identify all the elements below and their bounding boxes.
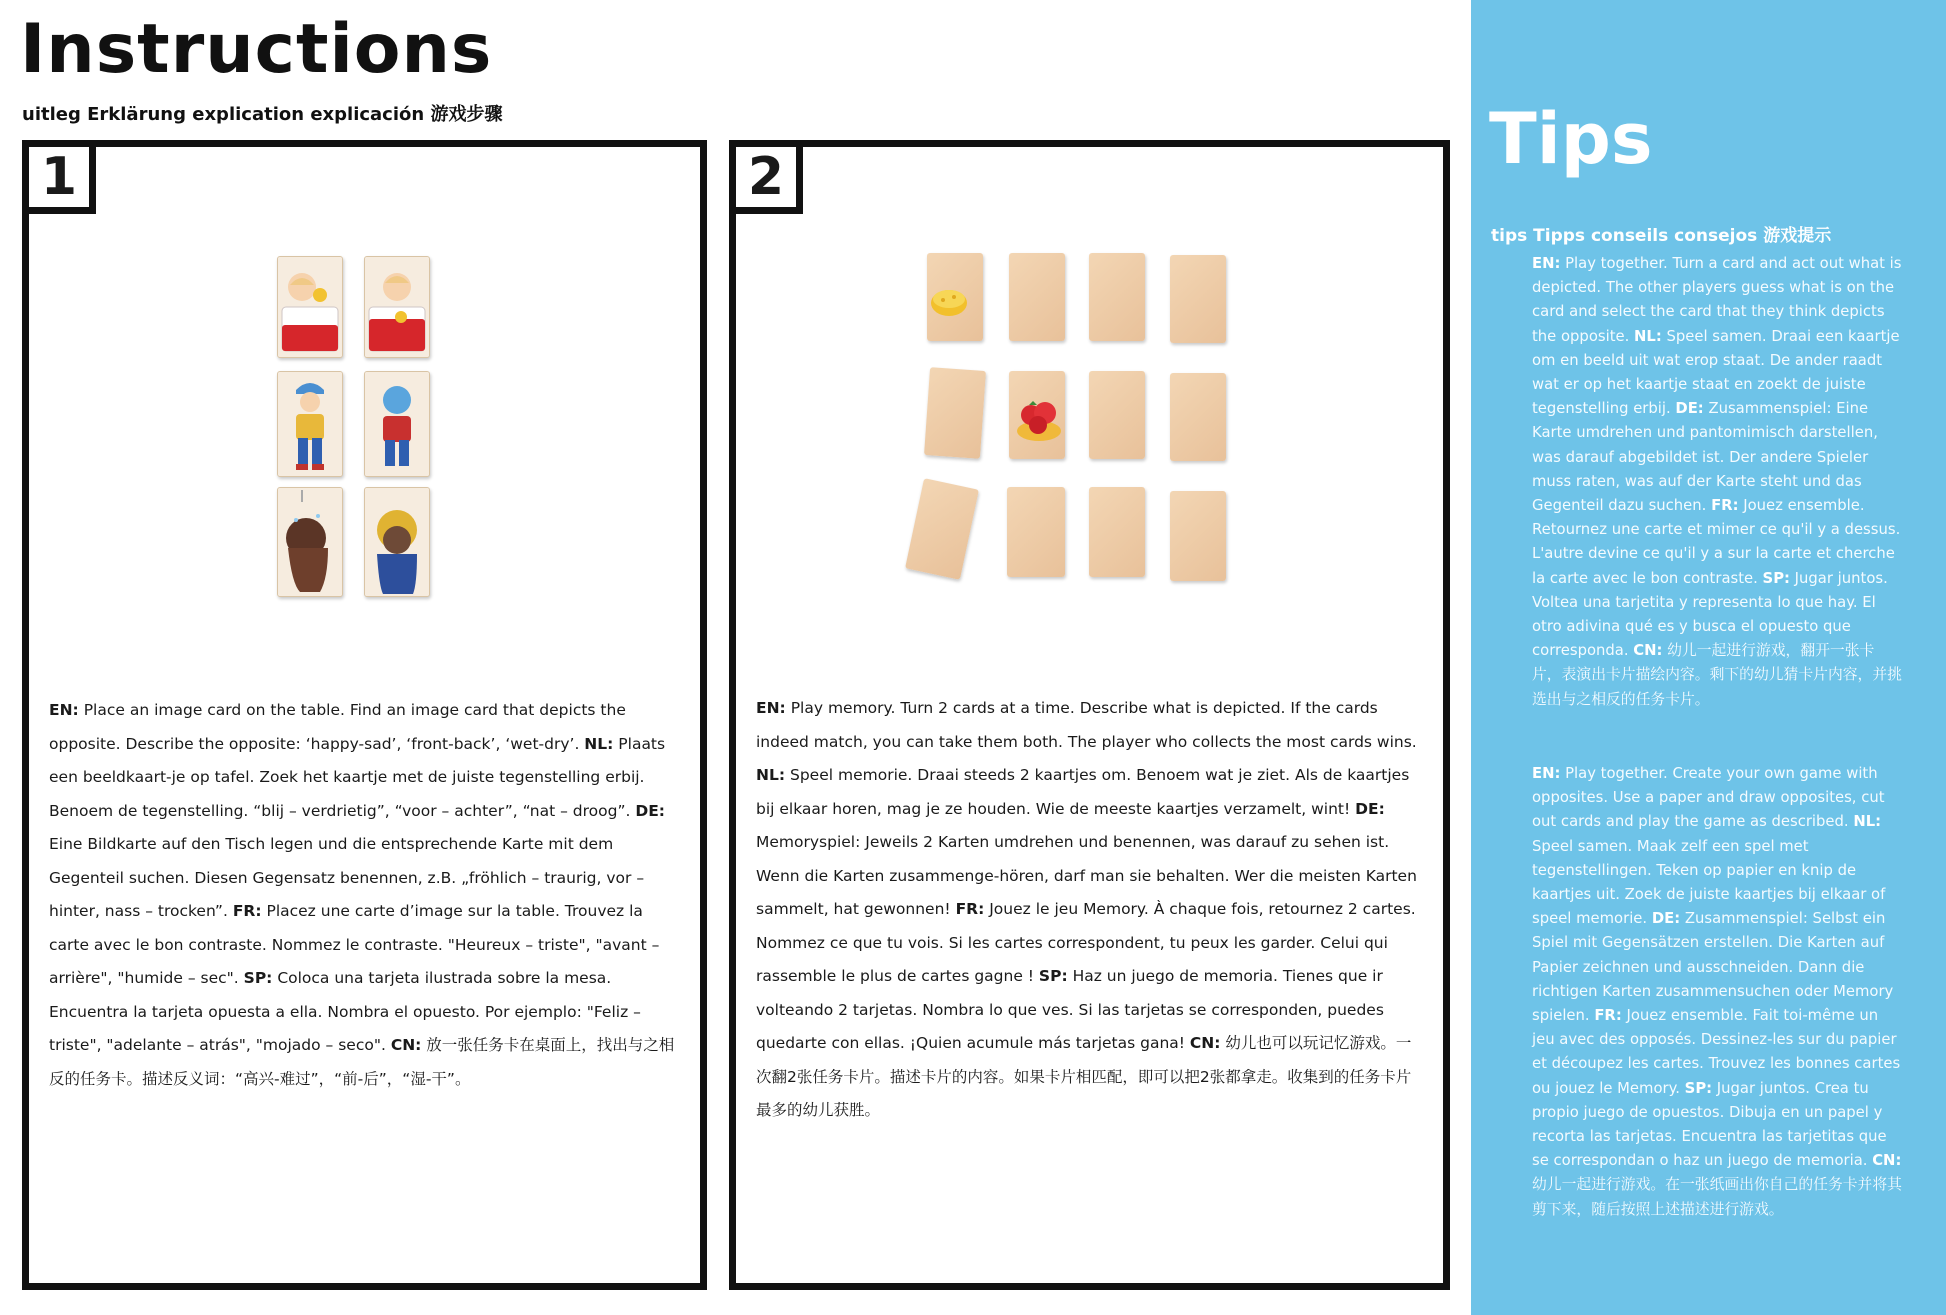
lang-label-en: EN: — [1532, 255, 1561, 272]
memory-card-face-down — [1009, 253, 1065, 341]
step-1-text-sp: Coloca una tarjeta ilustrada sobre la mesa. Encuentra la tarjeta opuesta a ella. Nombra el opuesto. Por ejemplo: "Feliz – triste", "adelante – atrás", "mojado – seco". — [49, 969, 641, 1054]
tip-2-text-en: Play together. Create your own game with opposites. Use a paper and draw opposites, cut out cards and play the game as described. — [1532, 765, 1885, 831]
tip-1-text-sp: Jugar juntos. Voltea una tarjetita y representa lo que hay. El otro adivina qué es y busca el opuesto que corresponda. — [1532, 569, 1888, 660]
tip-1-text-de: Zusammenspiel: Eine Karte umdrehen und pantomimisch darstellen, was darauf abgebildet ist. Der andere Spieler muss raten, was auf der Karte steht und das Gegenteil dazu suchen. — [1532, 400, 1878, 515]
lang-label-nl: NL: — [1853, 813, 1882, 831]
memory-card-face-down — [1089, 371, 1145, 459]
step-1-text-cn: 放一张任务卡在桌面上，找出与之相反的任务卡。描述反义词：“高兴-难过”，“前-后”，“湿-干”。 — [49, 1036, 675, 1088]
lang-label-cn: CN: — [390, 1036, 422, 1054]
card-child-front-image — [277, 371, 343, 477]
memory-card-face-down — [1007, 487, 1065, 577]
lang-label-fr: FR: — [955, 900, 985, 918]
memory-card-face-down — [924, 367, 986, 459]
tip-1-text-cn: 幼儿一起进行游戏，翻开一张卡片，表演出卡片描绘内容。剩下的幼儿猜卡片内容，并挑选出与之相反的任务卡片。 — [1532, 642, 1902, 708]
lang-label-en: EN: — [49, 701, 79, 719]
step-2-text-nl: Speel memorie. Draai steeds 2 kaartjes om. Benoem wat je ziet. Als de kaartjes bij elkaar horen, mag je ze houden. Wie de meeste kaartjes verzamelt, wint! — [756, 766, 1410, 818]
page-title: Instructions — [20, 10, 493, 89]
lang-label-sp: SP: — [1038, 967, 1068, 985]
step-2-description — [756, 692, 1426, 1128]
step-2-text-fr: Jouez le jeu Memory. À chaque fois, retournez 2 cartes. Nommez ce que tu vois. Si les cartes correspondent, tu peux les garder. Celui qui rassemble le plus de cartes gagne ! — [756, 900, 1416, 985]
tip-2-text-sp: Jugar juntos. Crea tu propio juego de opuestos. Dibuja en un papel y recorta las tarjetas. Encuentra las tarjetitas que se correspondan o haz un juego de memoria. — [1532, 1079, 1887, 1170]
lang-label-fr: FR: — [232, 902, 262, 920]
tip-2-text-cn: 幼儿一起进行游戏。在一张纸画出你自己的任务卡并将其剪下来，随后按照上述描述进行游戏。 — [1532, 1176, 1902, 1218]
step-1-description — [49, 694, 679, 1096]
lang-label-sp: SP: — [243, 969, 273, 987]
lang-label-nl: NL: — [1634, 327, 1662, 345]
tip-block-2 — [1532, 762, 1902, 1222]
lang-label-fr: FR: — [1711, 497, 1739, 515]
memory-card-face-down — [1089, 487, 1145, 577]
step-2-text-cn: 幼儿也可以玩记忆游戏。一次翻2张任务卡片。描述卡片的内容。如果卡片相匹配，即可以把2张都拿走。收集到的任务卡片最多的幼儿获胜。 — [756, 1034, 1412, 1119]
step-number-badge: 2 — [729, 140, 803, 214]
card-cheese-image — [927, 253, 983, 341]
step-panel-1 — [22, 140, 707, 1290]
step-1-text-en: Place an image card on the table. Find an image card that depicts the opposite. Describe the opposite: ‘happy-sad’, ‘front-back’, ‘wet-dry’. — [49, 701, 626, 753]
card-child-back-image — [364, 371, 430, 477]
tip-1-text-fr: Jouez ensemble. Retournez une carte et mimer ce qu'il y a dessus. L'autre devine ce qu'il y a sur la carte et cherche la carte avec le bon contraste. — [1532, 497, 1901, 587]
lang-label-en: EN: — [756, 699, 786, 717]
step-number-badge: 1 — [22, 140, 96, 214]
lang-label-fr: FR: — [1594, 1007, 1622, 1025]
tips-sidebar — [1471, 0, 1946, 1315]
step-1-text-de: Eine Bildkarte auf den Tisch legen und die entsprechende Karte mit dem Gegenteil suchen. Diesen Gegensatz benennen, z.B. „fröhlich – traurig, vor – hinter, nass – trocken”. — [49, 835, 645, 920]
tip-2-text-fr: Jouez ensemble. Fait toi-même un jeu avec des opposés. Dessinez-les sur du papier et découpez les cartes. Trouvez les bonnes cartes ou jouez le Memory. — [1532, 1007, 1901, 1097]
tip-block-1 — [1532, 252, 1902, 712]
memory-card-face-down — [1170, 255, 1226, 343]
tip-2-text-nl: Speel samen. Maak zelf een spel met tegenstellingen. Teken op papier en knip de kaartjes uit. Zoek de juiste kaartjes bij elkaar of speel memorie. — [1532, 837, 1886, 928]
lang-label-de: DE: — [1355, 799, 1385, 818]
page-subtitle: uitleg Erklärung explication explicación 游戏步骤 — [22, 104, 503, 125]
memory-card-face-down — [905, 478, 979, 580]
lang-label-de: DE: — [1675, 400, 1704, 418]
tip-1-text-nl: Speel samen. Draai een kaartje om en beeld uit wat erop staat. De ander raadt wat er op het kaartje staat en zoekt de juiste tegenstelling erbij. — [1532, 327, 1900, 418]
lang-label-cn: CN: — [1872, 1152, 1902, 1170]
tip-1-text-en: Play together. Turn a card and act out what is depicted. The other players guess what is on the card and select the card that they think depicts the opposite. — [1532, 255, 1902, 345]
step-panel-2 — [729, 140, 1450, 1290]
card-baby-awake-image — [364, 256, 430, 358]
memory-card-face-down — [1170, 491, 1226, 581]
lang-label-de: DE: — [1651, 910, 1681, 928]
lang-label-nl: NL: — [584, 734, 614, 753]
card-strawberries-image — [1009, 371, 1065, 459]
lang-label-en: EN: — [1532, 765, 1561, 782]
card-baby-sleeping-image — [277, 256, 343, 358]
step-2-text-en: Play memory. Turn 2 cards at a time. Describe what is depicted. If the cards indeed match, you can take them both. The player who collects the most cards wins. — [756, 699, 1417, 751]
step-1-text-nl: Plaats een beeldkaart-je op tafel. Zoek het kaartje met de juiste tegenstelling erbij. Benoem de tegenstelling. “blij – verdrietig”, “voor – achter”, “nat – droog”. — [49, 734, 666, 820]
lang-label-nl: NL: — [756, 766, 786, 784]
tips-subtitle: tips Tipps conseils consejos 游戏提示 — [1491, 226, 1832, 246]
lang-label-cn: CN: — [1633, 642, 1663, 660]
memory-card-face-down — [1170, 373, 1226, 461]
step-2-text-sp: Haz un juego de memoria. Tienes que ir volteando 2 tarjetas. Nombra lo que ves. Si las tarjetas se corresponden, puedes quedarte con ellas. ¡Quien acumule más tarjetas gana! — [756, 967, 1384, 1052]
step-1-text-fr: Placez une carte d’image sur la table. Trouvez la carte avec le bon contraste. Nommez le contraste. "Heureux – triste", "avant – arrière", "humide – sec". — [49, 902, 660, 987]
step-2-text-de: Memoryspiel: Jeweils 2 Karten umdrehen und benennen, was darauf zu sehen ist. Wenn die Karten zusammenge-hören, darf man sie behalten. Wer die meisten Karten sammelt, hat gewonnen! — [756, 833, 1417, 918]
lang-label-sp: SP: — [1684, 1079, 1713, 1097]
tip-2-text-de: Zusammenspiel: Selbst ein Spiel mit Gegensätzen erstellen. Die Karten auf Papier zeichnen und ausschneiden. Dann die richtigen Karten zusammensuchen oder Memory spielen. — [1532, 910, 1894, 1025]
card-wet-hair-image — [277, 487, 343, 597]
lang-label-de: DE: — [635, 801, 665, 820]
card-dry-hair-image — [364, 487, 430, 597]
tips-title: Tips — [1489, 98, 1653, 180]
memory-card-face-down — [1089, 253, 1145, 341]
lang-label-sp: SP: — [1762, 569, 1790, 587]
lang-label-cn: CN: — [1189, 1034, 1221, 1052]
